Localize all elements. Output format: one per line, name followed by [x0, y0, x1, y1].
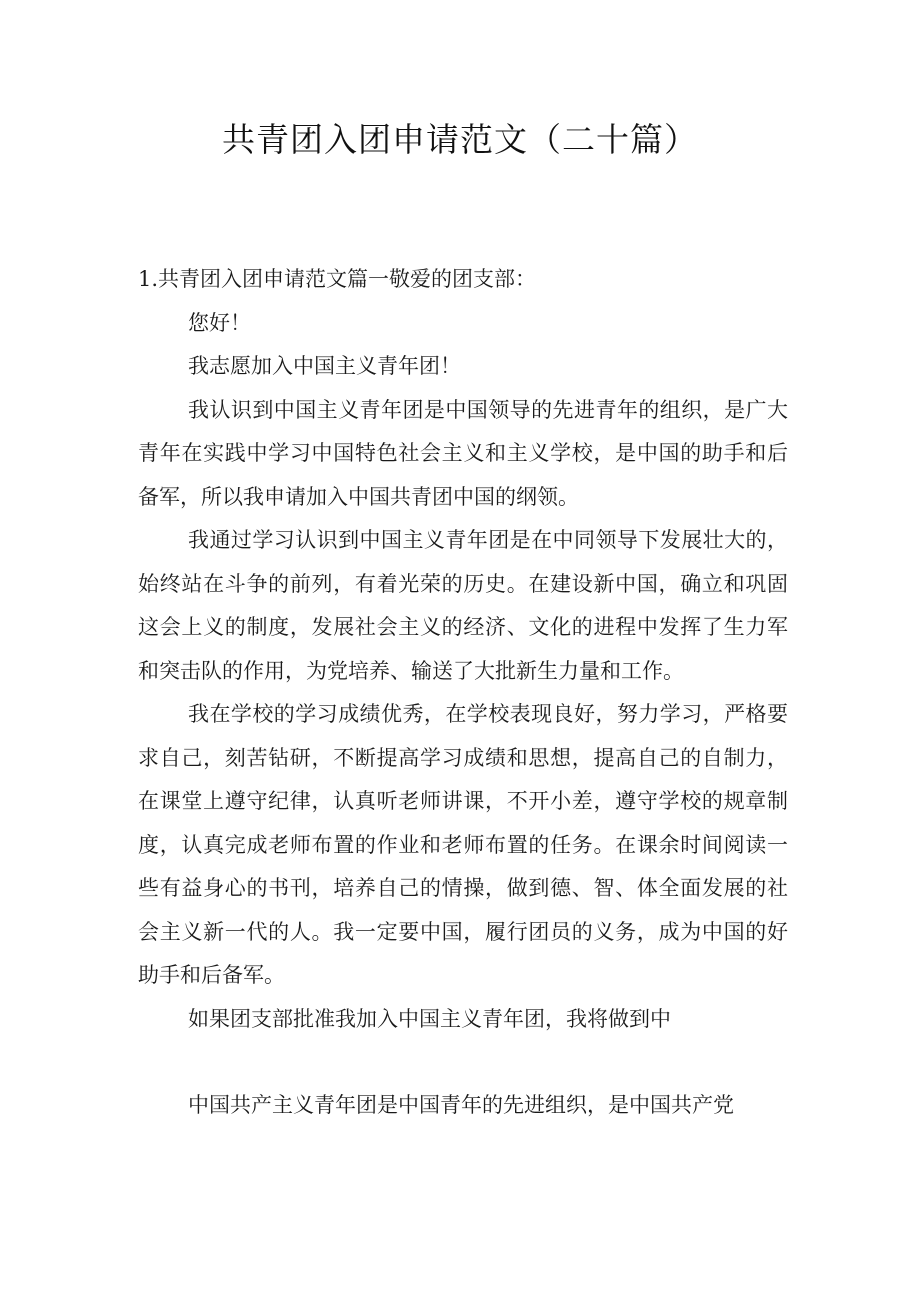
- paragraph-understanding: 我认识到中国主义青年团是中国领导的先进青年的组织，是广大青年在实践中学习中国特色社会主义和主义学校，是中国的助手和后备军，所以我申请加入中国共青团中国的纲领。: [138, 397, 788, 509]
- paragraph-declaration: 我志愿加入中国主义青年团！: [188, 354, 461, 378]
- document-title: 共青团入团申请范文（二十篇）: [222, 120, 698, 159]
- paragraph-greeting: 您好！: [188, 310, 251, 335]
- paragraph-history: 我通过学习认识到中国主义青年团是在中同领导下发展壮大的，始终站在斗争的前列，有着光荣的历史。在建设新中国，确立和巩固这会上义的制度，发展社会主义的经济、文化的进程中发挥了生力军和突击队的作用，为党培养、输送了大批新生力量和工作。: [138, 528, 788, 683]
- paragraph-performance: 我在学校的学习成绩优秀，在学校表现良好，努力学习，严格要求自己，刻苦钻研，不断提高学习成绩和思想，提高自己的自制力，在课堂上遵守纪律，认真听老师讲课，不开小差，遵守学校的规章制度，认真完成老师布置的作业和老师布置的任务。在课余时间阅读一些有益身心的书刊，培养自己的情操，做到德、智、体全面发展的社会主义新一代的人。我一定要中国，履行团员的义务，成为中国的好助手和后备军。: [138, 702, 788, 987]
- paragraph-continued: 中国共产主义青年团是中国青年的先进组织，是中国共产党: [188, 1093, 734, 1117]
- paragraph-gap: [138, 1041, 788, 1084]
- paragraph-commitment: 如果团支部批准我加入中国主义青年团，我将做到中: [188, 1006, 671, 1031]
- paragraph-salutation: 1.共青团入团申请范文篇一敬爱的团支部：: [138, 267, 537, 291]
- document-body: [138, 258, 788, 1128]
